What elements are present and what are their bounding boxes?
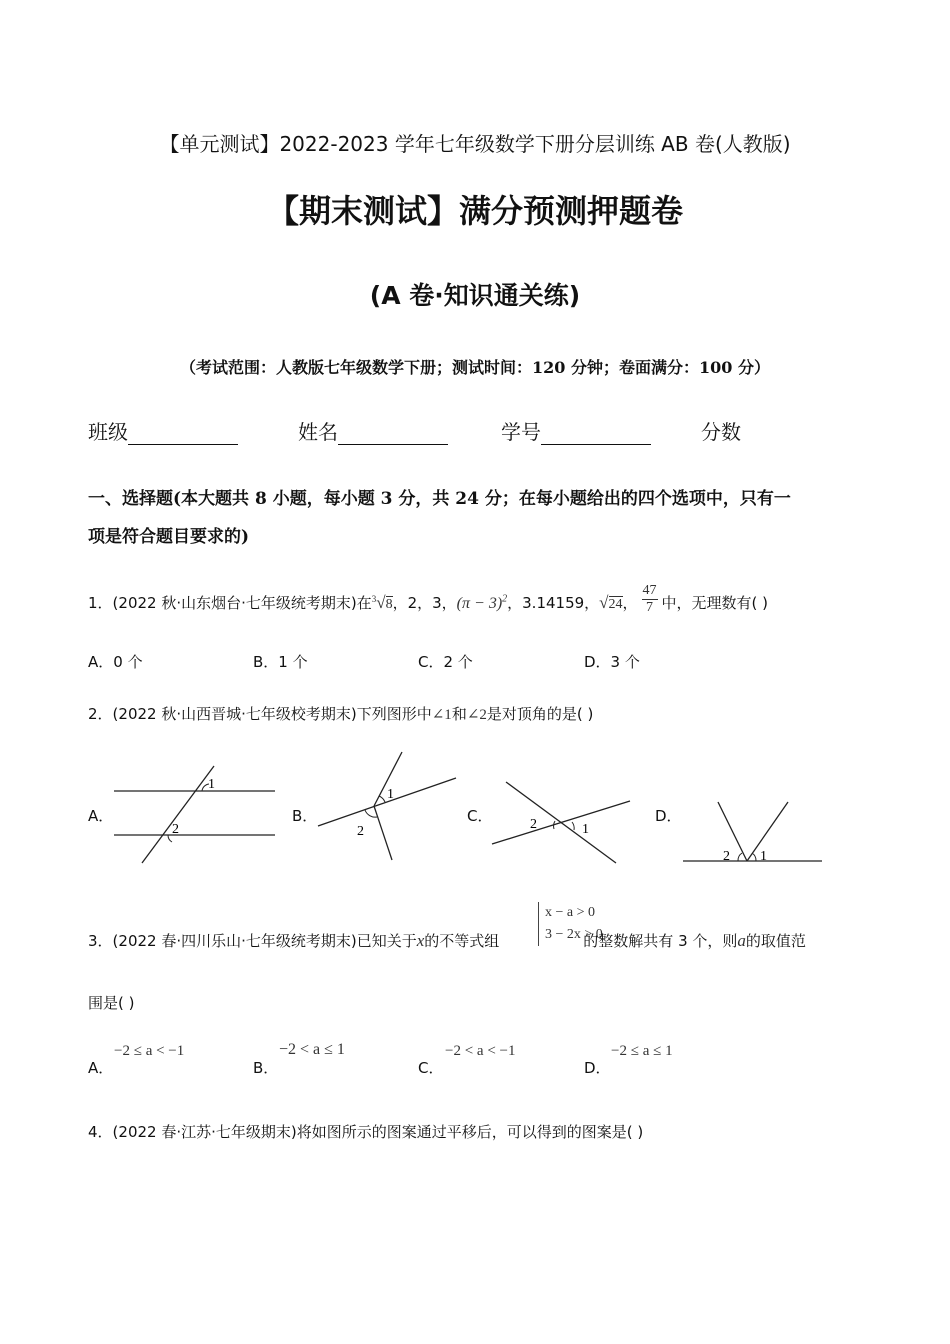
q2-suffix: 是对顶角的是( ) [486,705,594,723]
fig-b-arc-1 [379,796,385,802]
q1-cube-root: $^3$√8 [371,593,393,612]
fig-a-label-1: 1 [208,777,215,792]
fig-c-label-2: 2 [530,817,537,832]
q2-option-a-label[interactable]: A． [88,807,114,825]
score-field [701,416,741,445]
section1-heading-line2: 项是符合题目要求的) [88,527,250,547]
q3-option-b[interactable]: B． [253,1059,279,1077]
q1-mid1: ，2，3， [392,594,457,612]
page-subtitle: (A 卷·知识通关练) [369,281,581,310]
page-title: 【期末测试】满分预测押题卷 [266,192,683,230]
q2-and: 和 [451,705,467,723]
fig-d-label-2: 2 [723,849,730,864]
q2-option-d-label[interactable]: D． [655,807,682,825]
q3-system-line1: x − a > 0 [545,905,596,920]
q3-suffix-a: 的整数解共有 3 个，则 [583,932,738,950]
fig-c-arc-1 [572,822,574,830]
fig-a-transversal [142,766,214,863]
q3-option-c-expr: −2 < a < −1 [445,1043,516,1059]
q1-prefix: 1．(2022 秋·山东烟台·七年级统考期末)在 [88,594,372,612]
fig-d-arc-1 [752,853,756,861]
q3-prefix: 3．(2022 春·四川乐山·七年级统考期末)已知关于 [88,932,417,950]
q3-line2: 围是( ) [88,994,135,1012]
q3-option-a[interactable]: A． [88,1059,114,1077]
q3-var-x: x [416,931,425,950]
question-1 [88,583,769,620]
q2-figure-d[interactable] [680,798,825,866]
q1-option-b[interactable]: B．1 个 [253,653,308,671]
name-blank[interactable] [338,426,448,445]
score-label: 分数 [701,420,741,444]
q2-angle1: ∠1 [431,707,452,723]
id-field[interactable] [501,416,651,445]
q2-figure-c[interactable] [488,776,638,868]
id-blank[interactable] [541,426,651,445]
fig-b-label-2: 2 [357,824,364,839]
q2-figure-a[interactable] [110,760,280,870]
q1-option-d[interactable]: D．3 个 [584,653,640,671]
q1-sqrt: √24 [599,593,623,612]
q3-option-d[interactable]: D． [584,1059,611,1077]
q2-angle2: ∠2 [466,707,487,723]
q1-mid2: ，3.14159， [507,594,600,612]
q2-option-c-label[interactable]: C． [467,807,493,825]
q3-option-b-expr: −2 < a ≤ 1 [279,1041,345,1058]
fig-c-line-2 [506,782,616,863]
q3-option-a-expr: −2 ≤ a < −1 [114,1043,185,1059]
q2-figure-b[interactable] [312,748,462,864]
q1-suffix: 中，无理数有( ) [661,594,769,612]
name-label: 姓名 [298,420,338,444]
q2-option-b-label[interactable]: B． [292,807,318,825]
q1-option-a[interactable]: A．0 个 [88,653,143,671]
q1-paren-expr: $(\pi - 3)^2$ [456,593,508,612]
q3-suffix-b: 的取值范 [745,932,806,950]
q1-option-c[interactable]: C．2 个 [418,653,473,671]
question-2 [88,703,593,724]
fig-b-label-1: 1 [387,787,394,802]
q3-mid: 的不等式组 [424,932,500,950]
fig-a-label-2: 2 [172,822,179,837]
exam-info: （考试范围：人教版七年级数学下册；测试时间：120 分钟；卷面满分：100 分） [180,358,770,377]
fig-d-ray-right [747,802,788,861]
series-title: 【单元测试】2022-2023 学年七年级数学下册分层训练 AB 卷(人教版) [159,132,791,156]
q3-option-d-expr: −2 ≤ a ≤ 1 [611,1043,673,1059]
class-field[interactable] [88,416,238,445]
name-field[interactable] [298,416,448,445]
class-label: 班级 [88,420,128,444]
fig-c-label-1: 1 [582,822,589,837]
q3-system-line2: 3 − 2x > 0 [545,927,603,942]
class-blank[interactable] [128,426,238,445]
fig-d-arc-2 [738,853,742,861]
fig-d-label-1: 1 [760,849,767,864]
fig-b-line-1 [318,778,456,826]
q1-fraction: $\frac{47}{7}$ [642,583,657,615]
question-3 [88,930,806,951]
q3-var-a: a [737,931,746,950]
q2-prefix: 2．(2022 秋·山西晋城·七年级校考期末)下列图形中 [88,705,432,723]
fig-b-ray-down [374,806,392,860]
q3-option-c[interactable]: C． [418,1059,444,1077]
q1-comma: ， [622,594,638,612]
section1-heading-line1: 一、选择题(本大题共 8 小题，每小题 3 分，共 24 分；在每小题给出的四个选项中，只有一 [88,489,791,509]
id-label: 学号 [501,420,541,444]
question-4: 4．(2022 春·江苏·七年级期末)将如图所示的图案通过平移后，可以得到的图案是( ) [88,1123,644,1141]
